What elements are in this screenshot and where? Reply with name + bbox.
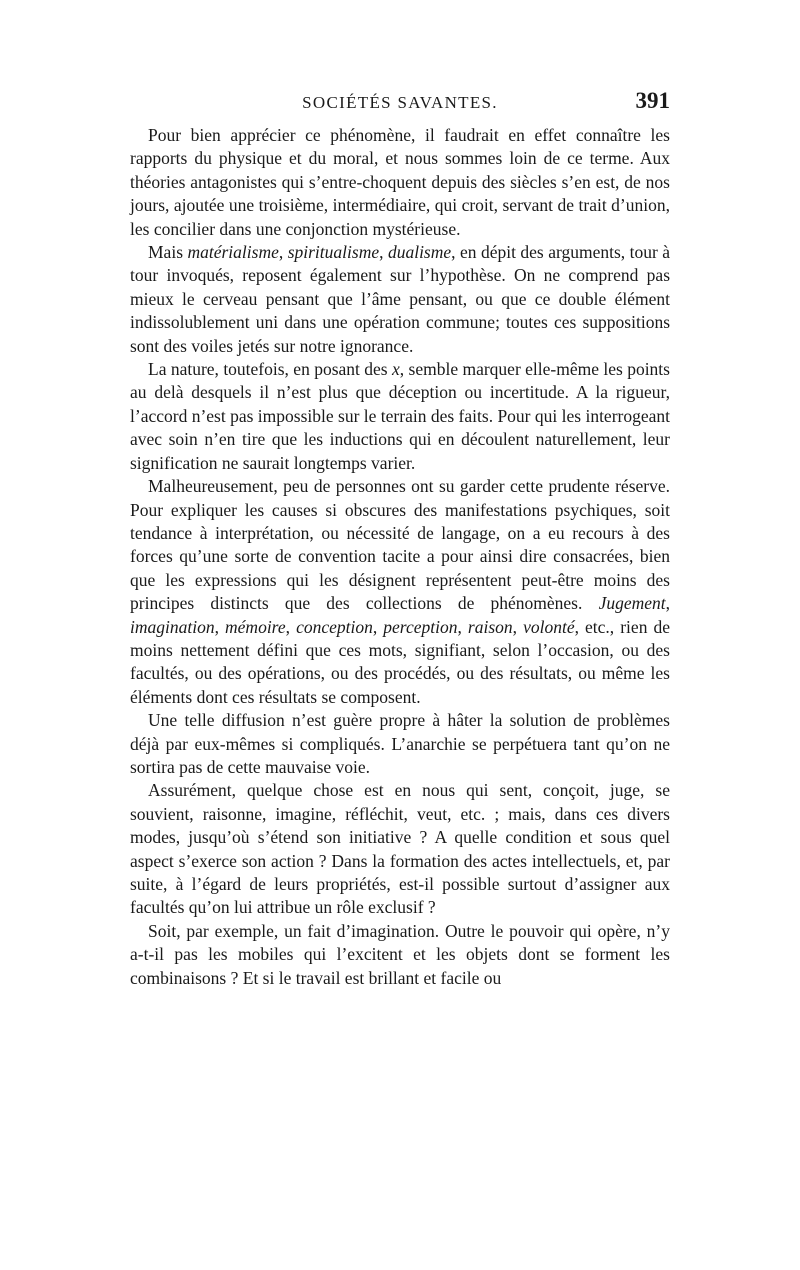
paragraph: Mais matérialisme, spiritualisme, dualisme, en dépit des arguments, tour à tour invoqués, reposent également sur l’hypothèse. On ne comprend pas mieux le cerveau pensant que l’âme pensant, ou que ce double élément indissolublement uni dans une opération commune; toutes ces suppositions sont des voiles jetés sur notre ignorance. xyxy=(130,242,671,356)
page-number: 391 xyxy=(635,88,670,113)
paragraph: La nature, toutefois, en posant des x, semble marquer elle-même les points au delà desquels il n’est plus que déception ou incertitude. A la rigueur, l’accord n’est pas impossible sur le terrain des faits. Pour qui les interrogeant avec soin n’en tire que les inductions qui en découlent naturellement, leur signification ne saurait longtemps varier. xyxy=(130,359,670,473)
running-title: SOCIÉTÉS SAVANTES. xyxy=(302,93,498,112)
running-header xyxy=(130,88,670,118)
paragraph: Soit, par exemple, un fait d’imagination. Outre le pouvoir qui opère, n’y a-t-il pas les mobiles qui l’excitent et les objets dont se forment les combinaisons ? Et si le travail est brillant et facile ou xyxy=(130,920,670,988)
paragraph: Malheureusement, peu de personnes ont su garder cette prudente réserve. Pour expliquer les causes si obscures des manifestations psychiques, soit tendance à interprétation, ou nécessité de langage, on a eu recours à des forces qu’une sorte de convention tacite a pour ainsi dire consacrées, bien que les expressions qui les désignent représentent peut-être moins des principes distincts que des collections de phénomènes. Jugement, imagination, mémoire, conception, perception, raison, volonté, etc., rien de moins nettement défini que ces mots, signifiant, selon l’occasion, ou des facultés, ou des opérations, ou des procédés, ou des résultats, ou même les éléments dont ces résultats se composent. xyxy=(130,476,671,707)
paragraph: Assurément, quelque chose est en nous qui sent, conçoit, juge, se souvient, raisonne, imagine, réfléchit, veut, etc. ; mais, dans ces divers modes, jusqu’où s’étend son initiative ? A quelle condition et sous quel aspect s’exerce son action ? Dans la formation des actes intellectuels, et, par suite, à l’égard de leurs propriétés, est-il possible surtout d’assigner aux facultés qu’on lui attribue un rôle exclusif ? xyxy=(130,780,670,918)
paragraph: Pour bien apprécier ce phénomène, il faudrait en effet connaître les rapports du physique et du moral, et nous sommes loin de ce terme. Aux théories antagonistes qui s’entre-choquent depuis des siècles s’en est, de nos jours, ajoutée une troisième, intermédiaire, qui croit, servant de trait d’union, les concilier dans une conjonction mystérieuse. xyxy=(130,125,670,239)
paragraph: Une telle diffusion n’est guère propre à hâter la solution de problèmes déjà par eux-mêmes si compliqués. L’anarchie se perpétuera tant qu’on ne sortira pas de cette mauvaise voie. xyxy=(130,710,670,777)
body-text xyxy=(130,124,670,990)
